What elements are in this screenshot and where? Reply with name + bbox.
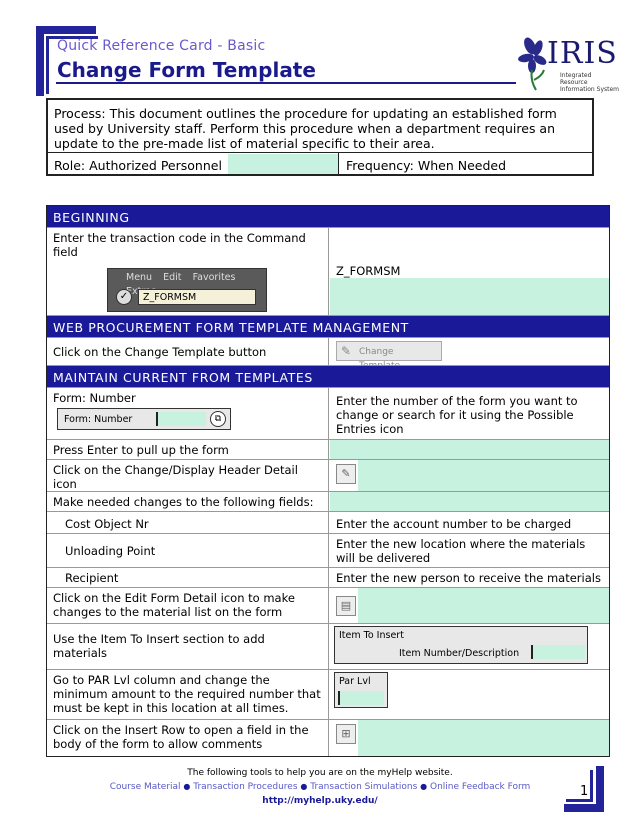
result-cell: [330, 588, 609, 623]
description: Enter the number of the form you want to change or search for it using the Possible Entries icon: [336, 394, 578, 436]
role-highlight: [228, 154, 338, 174]
footer-link-transaction-procedures[interactable]: Transaction Procedures: [193, 782, 298, 792]
process-description: Process: This document outlines the procedure for updating an established form used by University staff. Perform this procedure when a department requires an update to the pre-made list of material specific to their area.: [54, 106, 557, 151]
footer-link-transaction-simulations[interactable]: Transaction Simulations: [310, 782, 418, 792]
corner-decoration: [36, 26, 96, 34]
divider: [338, 153, 339, 174]
table-row: [47, 388, 609, 440]
green-fill: [358, 588, 609, 623]
corner-decoration: [590, 770, 593, 802]
table-row: [47, 228, 609, 316]
table-row: [47, 588, 609, 624]
field-label: Form: Number: [64, 414, 133, 425]
change-template-button-mock: [336, 341, 442, 361]
sap-command-field: Z_FORMSM: [138, 289, 256, 305]
green-fill: [358, 460, 609, 491]
bullet-icon: ●: [300, 782, 308, 791]
table-row: [47, 624, 609, 670]
green-fill: [358, 720, 609, 756]
section-header-web-procurement: WEB PROCUREMENT FORM TEMPLATE MANAGEMENT: [47, 316, 609, 338]
process-box: [46, 98, 594, 176]
section-tab: Item To Insert: [339, 630, 404, 641]
step-text: Form: Number: [53, 391, 136, 405]
result-cell: [330, 720, 609, 756]
description: Enter the new location where the materials will be delivered: [336, 537, 586, 565]
field-name: Recipient: [47, 568, 329, 587]
step-text: Click on the Insert Row to open a field in the body of the form to allow comments: [47, 720, 329, 756]
par-lvl-field: [338, 691, 384, 705]
result-cell: [330, 670, 609, 719]
table-row: [47, 512, 609, 534]
section-header-maintain: MAINTAIN CURRENT FROM TEMPLATES: [47, 366, 609, 388]
frequency-label: Frequency: When Needed: [346, 158, 507, 173]
step-text: Go to PAR Lvl column and change the minimum amount to the required number that must be kept in this location at all times.: [47, 670, 329, 719]
column-header: Item Number/Description: [399, 648, 520, 659]
pencil-icon: ✎: [336, 464, 356, 484]
step-cell: [47, 388, 329, 439]
par-lvl-screenshot: [334, 672, 388, 708]
logo-subtitle: Integrated Resource Information System: [560, 72, 620, 93]
description: Enter the new person to receive the materials: [336, 571, 601, 585]
description: Enter the account number to be charged: [336, 517, 572, 531]
item-to-insert-screenshot: [334, 626, 588, 664]
divider: [48, 152, 592, 153]
role-label: Role: Authorized Personnel: [54, 158, 222, 173]
sap-menu-item: Favorites: [192, 272, 236, 283]
step-text: Click on the Change Template button: [47, 338, 329, 365]
bullet-icon: ●: [183, 782, 191, 791]
table-row: [47, 534, 609, 568]
footer-url[interactable]: http://myhelp.uky.edu/: [262, 796, 378, 806]
green-fill: [330, 278, 609, 315]
doc-title: Change Form Template: [57, 58, 316, 82]
page-number: 1: [580, 784, 589, 799]
step-cell: [47, 228, 329, 315]
green-fill: [330, 492, 609, 511]
title-underline: [56, 82, 516, 84]
table-row: [47, 460, 609, 492]
footer-links: [0, 782, 640, 792]
green-fill: [330, 440, 609, 459]
table-row: [47, 720, 609, 756]
table-row: [47, 568, 609, 588]
table-row: [47, 492, 609, 512]
logo-text: IRIS: [547, 36, 618, 71]
button-label: Change: [359, 347, 394, 357]
insert-row-icon: ⊞: [336, 724, 356, 744]
form-number-screenshot: [57, 408, 231, 430]
table-row: [47, 440, 609, 460]
footer-note: The following tools to help you are on the myHelp website.: [187, 768, 453, 778]
field-name: Unloading Point: [47, 534, 329, 567]
corner-decoration: [46, 36, 49, 94]
sap-menu-item: Menu: [126, 272, 153, 283]
column-header: Par Lvl: [339, 676, 371, 687]
step-text: Make needed changes to the following fields:: [47, 492, 329, 511]
result-cell: [330, 460, 609, 491]
table-row: [47, 338, 609, 366]
step-text: Click on the Edit Form Detail icon to make changes to the material list on the form: [47, 588, 329, 623]
corner-decoration: [36, 26, 44, 96]
result-cell: [330, 338, 609, 365]
bullet-icon: ●: [420, 782, 428, 791]
sap-menu-screenshot: [107, 268, 267, 312]
field-name: Cost Object Nr: [47, 512, 329, 533]
form-number-field: [156, 412, 206, 426]
checkmark-icon: ✓: [116, 289, 132, 305]
step-text: Use the Item To Insert section to add materials: [47, 624, 329, 669]
corner-decoration: [566, 799, 593, 802]
step-text: Enter the transaction code in the Command field: [53, 231, 306, 259]
section-header-beginning: BEGINNING: [47, 206, 609, 228]
footer-link-course-material[interactable]: Course Material: [109, 782, 181, 792]
document-icon: ▤: [336, 596, 356, 616]
table-row: [47, 670, 609, 720]
doc-subtitle: Quick Reference Card - Basic: [57, 38, 266, 54]
step-text: Press Enter to pull up the form: [47, 440, 329, 459]
sap-menu-item: Edit: [163, 272, 182, 283]
pencil-icon: ✎: [341, 344, 352, 358]
tcode-value: Z_FORMSM: [336, 264, 401, 278]
item-field: [531, 645, 585, 659]
procedure-table: [46, 205, 610, 757]
corner-decoration: [564, 804, 604, 812]
possible-entries-icon: ⧉: [210, 411, 226, 427]
footer-link-feedback-form[interactable]: Online Feedback Form: [430, 782, 531, 792]
step-text: Click on the Change/Display Header Detail icon: [47, 460, 329, 491]
result-cell: [330, 624, 609, 669]
